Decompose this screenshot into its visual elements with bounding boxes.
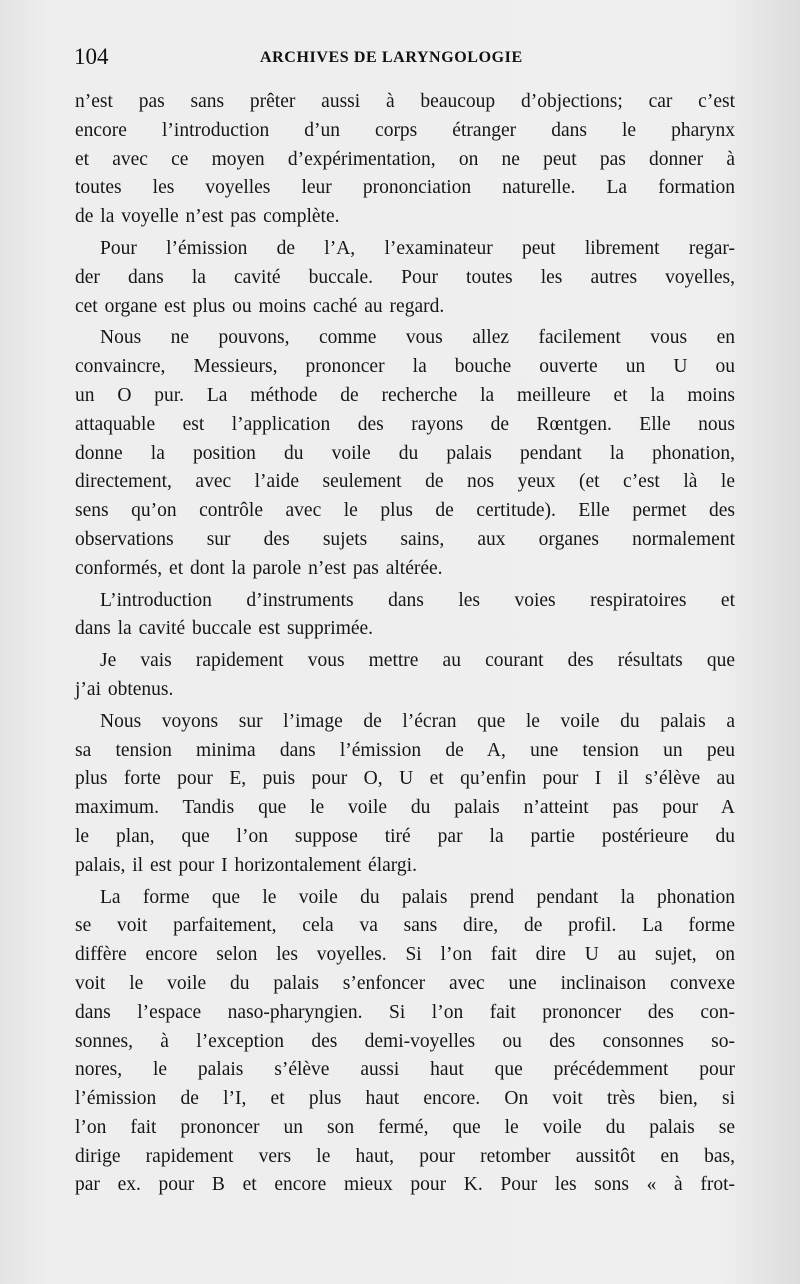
text-line: palais, il est pour I horizontalement élargi. — [75, 854, 417, 876]
text-line: le plan, que l’on suppose tiré par la partie postérieure du — [75, 825, 735, 847]
running-title: ARCHIVES DE LARYNGOLOGIE — [260, 49, 523, 66]
text-line: dirige rapidement vers le haut, pour retomber aussitôt en bas, — [75, 1145, 735, 1167]
paragraph-6 — [75, 708, 735, 881]
text-line: conformés, et dont la parole n’est pas altérée. — [75, 557, 443, 579]
text-line: sonnes, à l’exception des demi-voyelles ou des consonnes so- — [75, 1030, 735, 1052]
text-line: de la voyelle n’est pas complète. — [75, 206, 340, 228]
body-text — [75, 88, 735, 1200]
text-line: plus forte pour E, puis pour O, U et qu’enfin pour I il s’élève au — [75, 768, 735, 790]
text-line: diffère encore selon les voyelles. Si l’on fait dire U au sujet, on — [75, 944, 735, 966]
text-line: n’est pas sans prêter aussi à beaucoup d’objections; car c’est — [75, 91, 735, 112]
text-line: nores, le palais s’élève aussi haut que précédemment pour — [75, 1059, 735, 1081]
text-line: Pour l’émission de l’A, l’examinateur peut librement regar- — [100, 237, 735, 259]
text-line: toutes les voyelles leur prononciation naturelle. La formation — [75, 177, 735, 199]
text-line: l’émission de l’I, et plus haut encore. On voit très bien, si — [75, 1088, 735, 1110]
paragraph-4 — [75, 587, 735, 645]
text-line: et avec ce moyen d’expérimentation, on ne peut pas donner à — [75, 148, 735, 170]
paragraph-3 — [75, 324, 735, 583]
text-line: l’on fait prononcer un son fermé, que le voile du palais se — [75, 1116, 735, 1138]
text-line: sens qu’on contrôle avec le plus de certitude). Elle permet des — [75, 500, 735, 522]
text-line: Je vais rapidement vous mettre au courant des résultats que — [100, 650, 735, 672]
text-line: convaincre, Messieurs, prononcer la bouche ouverte un U ou — [75, 356, 735, 378]
text-line: Nous voyons sur l’image de l’écran que le voile du palais a — [100, 710, 735, 732]
text-line: maximum. Tandis que le voile du palais n’atteint pas pour A — [75, 797, 735, 819]
text-line: attaquable est l’application des rayons de Rœntgen. Elle nous — [75, 413, 735, 435]
text-line: der dans la cavité buccale. Pour toutes les autres voyelles, — [75, 266, 735, 288]
text-line: La forme que le voile du palais prend pendant la phonation — [100, 886, 735, 908]
text-line: dans l’espace naso-pharyngien. Si l’on fait prononcer des con- — [75, 1001, 735, 1023]
text-line: donne la position du voile du palais pendant la phonation, — [75, 442, 735, 464]
text-line: Nous ne pouvons, comme vous allez facilement vous en — [100, 327, 735, 349]
text-line: L’introduction d’instruments dans les voies respiratoires et — [100, 589, 735, 611]
text-line: encore l’introduction d’un corps étranger dans le pharynx — [75, 119, 735, 141]
text-line: directement, avec l’aide seulement de nos yeux (et c’est là le — [75, 471, 735, 493]
paragraph-7 — [75, 884, 735, 1201]
text-line: par ex. pour B et encore mieux pour K. Pour les sons « à frot- — [75, 1174, 735, 1196]
text-line: voit le voile du palais s’enfoncer avec une inclinaison convexe — [75, 972, 735, 994]
running-head — [74, 44, 734, 76]
paragraph-1 — [75, 88, 735, 232]
text-line: cet organe est plus ou moins caché au regard. — [75, 295, 445, 317]
text-line: un O pur. La méthode de recherche la meilleure et la moins — [75, 384, 735, 406]
text-line: j’ai obtenus. — [75, 678, 174, 700]
text-line: dans la cavité buccale est supprimée. — [75, 618, 374, 640]
page-number: 104 — [74, 44, 109, 69]
text-line: se voit parfaitement, cela va sans dire, de profil. La forme — [75, 915, 735, 937]
text-line: observations sur des sujets sains, aux organes normalement — [75, 528, 735, 550]
paragraph-5 — [75, 647, 735, 705]
text-line: sa tension minima dans l’émission de A, une tension un peu — [75, 739, 735, 761]
paragraph-2 — [75, 235, 735, 321]
